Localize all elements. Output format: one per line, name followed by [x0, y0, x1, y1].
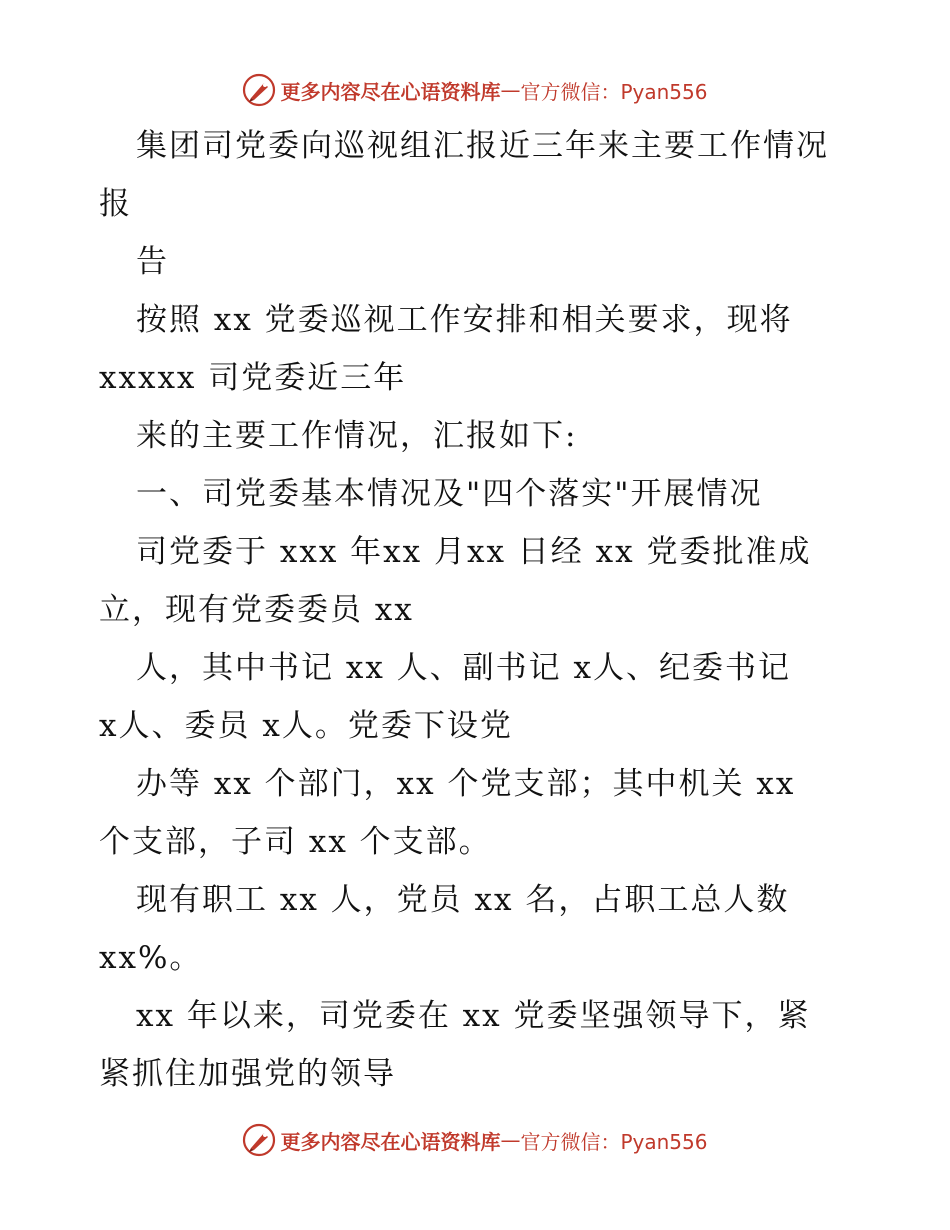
title-line-2: 报	[99, 186, 132, 222]
header-watermark-banner	[0, 68, 950, 112]
watermark-wechat: 官方微信：Pyan556	[520, 1129, 708, 1154]
paragraph-line: 人，其中书记 xx 人、副书记 x人、纪委书记	[136, 650, 792, 686]
watermark-text: 更多内容尽在心语资料库	[280, 79, 501, 104]
paragraph-line: 来的主要工作情况，汇报如下:	[136, 418, 578, 454]
paragraph-line: 司党委于 xxx 年xx 月xx 日经 xx 党委批准成	[136, 534, 812, 570]
section-heading: 一、司党委基本情况及"四个落实"开展情况	[136, 476, 763, 512]
paragraph-line: xx%。	[99, 940, 203, 976]
paragraph-line: xx 年以来，司党委在 xx 党委坚强领导下，紧	[136, 998, 811, 1034]
pen-logo-icon	[242, 1123, 276, 1157]
title-line-3: 告	[136, 244, 169, 280]
watermark-wechat: 官方微信：Pyan556	[520, 79, 708, 104]
document-body	[99, 117, 869, 1103]
paragraph-line: 个支部，子司 xx 个支部。	[99, 824, 492, 860]
paragraph-line: xxxxx 司党委近三年	[99, 360, 407, 396]
footer-watermark-banner	[0, 1118, 950, 1162]
paragraph-line: 按照 xx 党委巡视工作安排和相关要求，现将	[136, 302, 793, 338]
watermark-dash: —	[500, 78, 521, 102]
title-line-1: 集团司党委向巡视组汇报近三年来主要工作情况	[136, 128, 829, 164]
paragraph-line: 立，现有党委委员 xx	[99, 592, 414, 628]
pen-logo-icon	[242, 73, 276, 107]
paragraph-line: 现有职工 xx 人，党员 xx 名，占职工总人数	[136, 882, 790, 918]
paragraph-line: x人、委员 x人。党委下设党	[99, 708, 513, 744]
paragraph-line: 办等 xx 个部门，xx 个党支部；其中机关 xx	[136, 766, 796, 802]
paragraph-line: 紧抓住加强党的领导	[99, 1056, 396, 1092]
watermark-dash: —	[500, 1128, 521, 1152]
watermark-text: 更多内容尽在心语资料库	[280, 1129, 501, 1154]
